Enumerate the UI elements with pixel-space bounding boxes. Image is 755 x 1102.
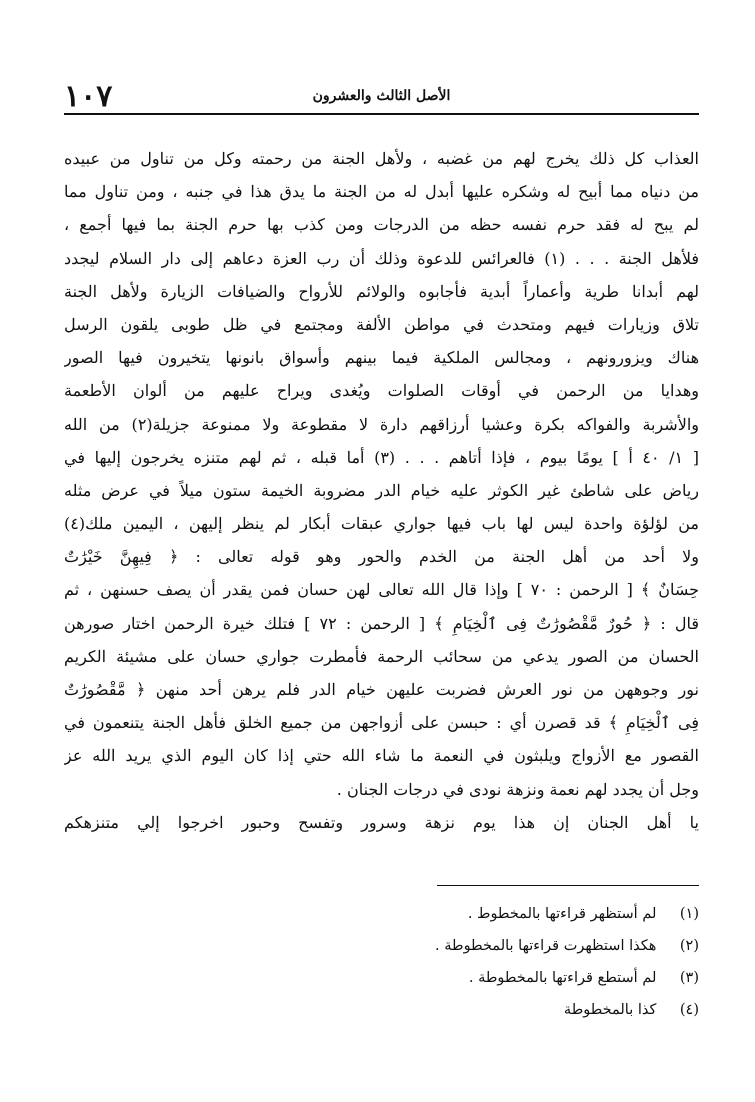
text-line: قال : ﴿ حُورٌ مَّقْصُورَٰتٌ فِى ٱلْخِيَامِ ﴾ [ الرحمن : ٧٢ ] فتلك خيرة الرحمن اختار صورهن [64,613,699,633]
footnote-item [300,962,699,994]
text-line: الحسان من الصور يدعي من سحائب الرحمة فأمطرت جواري حسان على مشيئة الكريم [64,646,699,666]
text-line: من دنياه مما أبيح له وشكره عليها أبدل له من الجنة ما يدق هذا في جنبه ، ومن تناول مما [64,182,699,202]
text-line: نور وجوههن من نور العرش فضربت عليهن خيام الدر فلم يرهن أحد منهن ﴿ مَّقْصُورَٰتٌ [64,680,699,699]
footnote-number: (٤) [679,1002,699,1018]
text-line: وهدايا من الرحمن في أوقات الصلوات ويُغدى ويراح عليهم من ألوان الأطعمة [64,381,699,401]
text-line: والأشربة والفواكه بكرة وعشيا أرزاقهم دارة لا مقطوعة ولا ممنوعة جزيلة(٢) من الله [64,414,699,434]
text-line: تلاق وزيارات فيهم ومتحدث في مواطن الألفة ومجتمع في ظل طوبى يلقون الرسل [64,314,699,334]
footnote-number: (١) [679,906,699,922]
text-line: وجل أن يجدد لهم نعمة ونزهة نودى في درجات الجنان . [336,779,699,799]
running-title: الأصل الثالث والعشرون [312,88,451,104]
text-line: حِسَانٌ ﴾ [ الرحمن : ٧٠ ] وإذا قال الله تعالى لهن حسان فمن يقدر أن يصف حسنهن ، ثم [64,580,699,600]
body-text [64,142,699,839]
header-rule [64,113,699,115]
text-line: [ ١/ ٤٠ أ ] يومًا بيوم ، فإذا أتاهم . . . (٣) أما قبله ، ثم لهم متنزه يخرجون إليها في [64,447,699,467]
footnote-number: (٣) [679,970,699,986]
footnote-number: (٢) [679,938,699,954]
footnotes [300,898,699,1026]
footnote-item [300,994,699,1026]
footnote-text: كذا بالمخطوطة [563,1002,657,1018]
footnote-text: لم أستظهر قراءتها بالمخطوط . [467,906,657,922]
footnote-item [300,930,699,962]
text-line: العذاب كل ذلك يخرج لهم من غضبه ، ولأهل الجنة من رحمته وكل من تناول من عبيده [64,149,699,168]
text-line: من لؤلؤة واحدة ليس لها باب فيها جواري عبقات أبكار لم ينظر إليهن ، اليمين ملك(٤) [64,514,699,534]
page-header [64,80,699,114]
text-line: يا أهل الجنان إن هذا يوم نزهة وسرور وتفسح وحبور اخرجوا إلي متنزهكم [64,812,699,832]
text-line: هناك ويزورونهم ، ومجالس الملكية فيما بينهم وأسواق بانونها يتخيرون فيها الصور [64,348,699,368]
text-line: القصور مع الأزواج ويلبثون في النعمة ما شاء الله حتي إذا كان اليوم الذي يريد الله عز [64,746,699,766]
footnote-rule [437,885,699,886]
text-line: لم يبح له فقد حرم نفسه حظه من الدرجات ومن كذب بها حرم الجنة بما فيها أجمع ، [64,215,699,235]
text-line: لهم أبدانا طرية وأعماراً أبدية فأجابوه والولائم للأرواح والضيافات الزيارة ولأهل الجنة [64,281,699,301]
text-line: ولا أحد من أهل الجنة من الخدم والحور وهو قوله تعالى : ﴿ فِيهِنَّ خَيْرَٰتٌ [64,547,699,567]
footnote-text: هكذا استظهرت قراءتها بالمخطوطة . [435,938,657,954]
text-line: رياض على شاطئ غير الكوثر عليه خيام الدر مضروبة الخيمة ستون ميلاً في عرض مثله [64,480,699,500]
text-line: فِى ٱلْخِيَامِ ﴾ قد قصرن أي : حبسن على أزواجهن من جميع الخلق فأهل الجنة يتنعمون في [64,713,699,733]
footnote-text: لم أستطع قراءتها بالمخطوطة . [468,970,657,986]
text-line: فلأهل الجنة . . . (١) فالعرائس للدعوة وذلك أن رب العزة دعاهم إلى دار السلام ليجدد [64,248,699,268]
page-number: ١٠٧ [64,79,113,114]
footnote-item [300,898,699,930]
